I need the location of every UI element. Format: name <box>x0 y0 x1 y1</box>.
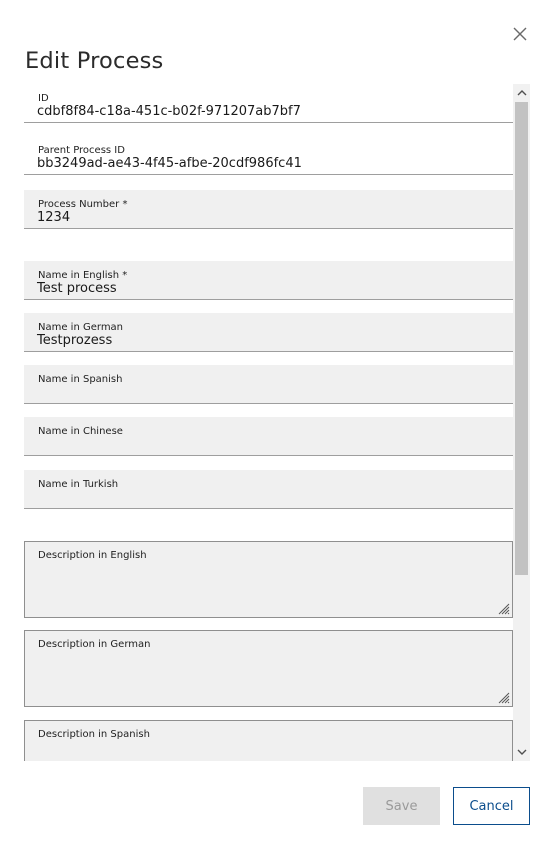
description-german-textarea[interactable] <box>24 630 513 707</box>
parent-process-id-value: bb3249ad-ae43-4f45-afbe-20cdf986fc41 <box>37 156 302 171</box>
close-icon <box>510 24 530 44</box>
save-button[interactable]: Save <box>363 787 440 825</box>
dialog-title: Edit Process <box>25 48 164 74</box>
name-english-field[interactable] <box>24 261 513 300</box>
parent-process-id-label: Parent Process ID <box>38 145 125 156</box>
name-german-label: Name in German <box>38 322 124 333</box>
id-value: cdbf8f84-c18a-451c-b02f-971207ab7bf7 <box>37 104 301 119</box>
process-number-field[interactable] <box>24 190 513 229</box>
chevron-up-icon <box>517 89 527 96</box>
form-scroll-area[interactable] <box>24 84 530 761</box>
description-spanish-label: Description in Spanish <box>38 729 150 740</box>
name-english-label: Name in English * <box>38 270 128 281</box>
process-number-value[interactable]: 1234 <box>37 210 71 225</box>
name-chinese-field[interactable] <box>24 417 513 456</box>
parent-process-id-field <box>24 136 513 175</box>
scroll-up-button[interactable] <box>513 84 530 101</box>
id-field <box>24 84 513 123</box>
name-german-field[interactable] <box>24 313 513 352</box>
name-english-value[interactable]: Test process <box>37 281 117 296</box>
cancel-button[interactable]: Cancel <box>453 787 530 825</box>
scroll-thumb[interactable] <box>515 102 528 575</box>
description-german-label: Description in German <box>38 639 151 650</box>
name-spanish-field[interactable] <box>24 365 513 404</box>
resize-grip-icon[interactable] <box>498 692 510 704</box>
name-chinese-label: Name in Chinese <box>38 426 123 437</box>
scroll-down-button[interactable] <box>513 744 530 761</box>
description-english-textarea[interactable] <box>24 541 513 618</box>
close-button[interactable] <box>510 24 530 44</box>
process-number-label: Process Number * <box>38 199 128 210</box>
form-scrollbar[interactable] <box>513 84 530 761</box>
name-turkish-field[interactable] <box>24 470 513 509</box>
name-spanish-label: Name in Spanish <box>38 374 123 385</box>
id-label: ID <box>38 93 49 104</box>
description-spanish-textarea[interactable] <box>24 720 513 761</box>
name-german-value[interactable]: Testprozess <box>37 333 113 348</box>
resize-grip-icon[interactable] <box>498 603 510 615</box>
name-turkish-label: Name in Turkish <box>38 479 119 490</box>
chevron-down-icon <box>517 749 527 756</box>
description-english-label: Description in English <box>38 550 147 561</box>
